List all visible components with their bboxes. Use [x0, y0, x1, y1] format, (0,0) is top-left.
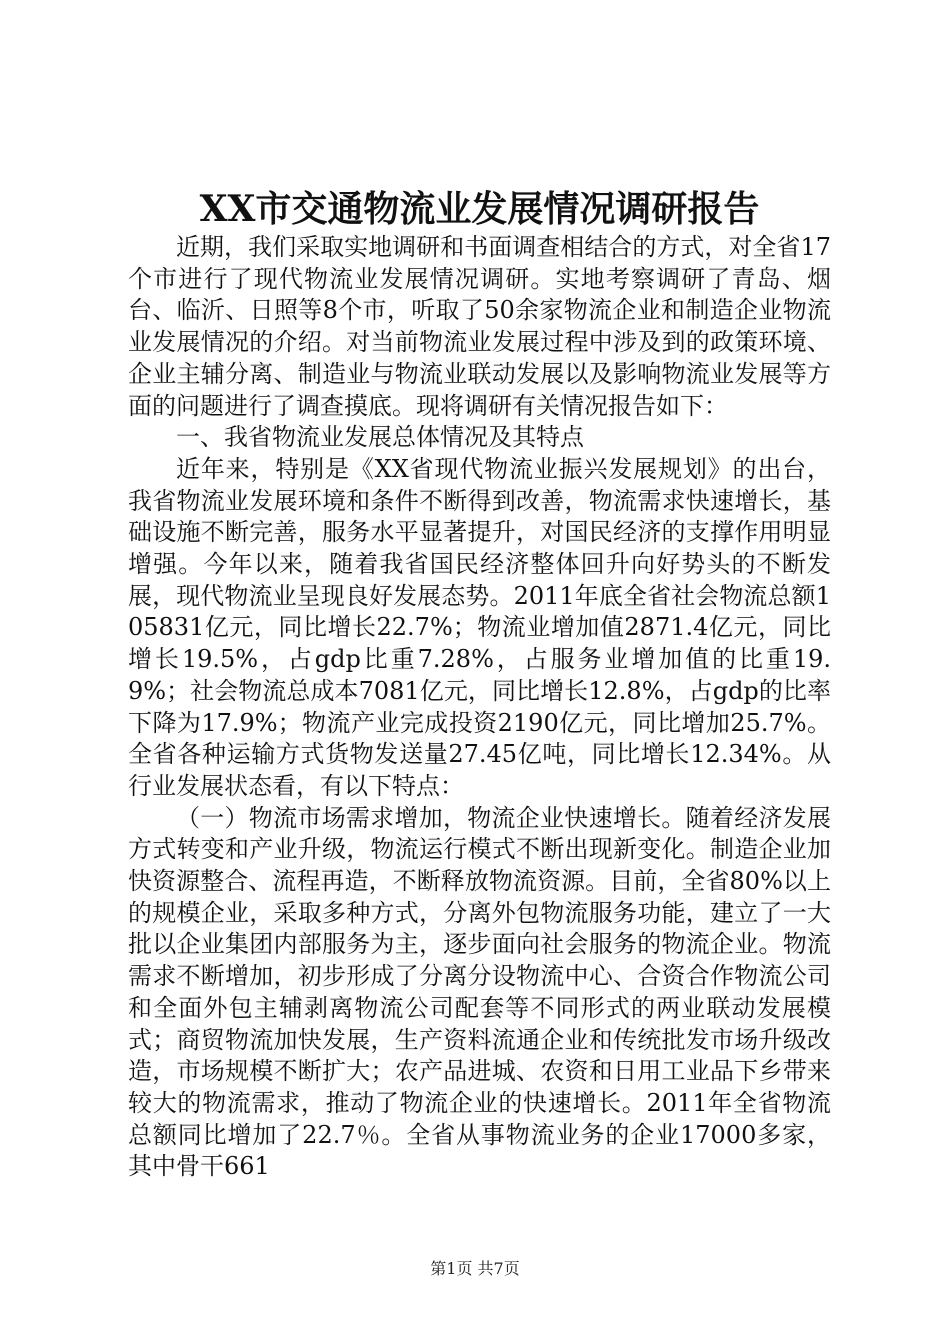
- section-heading-1: 一、我省物流业发展总体情况及其特点: [176, 423, 584, 452]
- document-title: XX市交通物流业发展情况调研报告: [199, 188, 760, 230]
- paragraph-overview: 近年来，特别是《XX省现代物流业振兴发展规划》的出台，我省物流业发展环境和条件不断得到改善，物流需求快速增长，基础设施不断完善，服务水平显著提升，对国民经济的支撑作用明显增强。今年以来，随着我省国民经济整体回升向好势头的不断发展，现代物流业呈现良好发展态势。2011年底全省社会物流总额105831亿元，同比增长22.7%；物流业增加值2871.4亿元，同比增长19.5%，占gdp比重7.28%，占服务业增加值的比重19.9%；社会物流总成本7081亿元，同比增长12.8%，占gdp的比率下降为17.9%；物流产业完成投资2190亿元，同比增加25.7%。全省各种运输方式货物发送量27.45亿吨，同比增长12.34%。从行业发展状态看，有以下特点：: [128, 454, 831, 800]
- page-footer: 第1页 共7页: [430, 1259, 520, 1278]
- document-body: [128, 232, 831, 1183]
- paragraph-intro: 近期，我们采取实地调研和书面调查相结合的方式，对全省17个市进行了现代物流业发展情况调研。实地考察调研了青岛、烟台、临沂、日照等8个市，听取了50余家物流企业和制造企业物流业发展情况的介绍。对当前物流业发展过程中涉及到的政策环境、企业主辅分离、制造业与物流业联动发展以及影响物流业发展等方面的问题进行了调查摸底。现将调研有关情况报告如下：: [128, 233, 831, 420]
- paragraph-point-1: （一）物流市场需求增加，物流企业快速增长。随着经济发展方式转变和产业升级，物流运行模式不断出现新变化。制造企业加快资源整合、流程再造，不断释放物流资源。目前，全省80%以上的规模企业，采取多种方式，分离外包物流服务功能，建立了一大批以企业集团内部服务为主，逐步面向社会服务的物流企业。物流需求不断增加，初步形成了分离分设物流中心、合资合作物流公司和全面外包主辅剥离物流公司配套等不同形式的两业联动发展模式；商贸物流加快发展，生产资料流通企业和传统批发市场升级改造，市场规模不断扩大；农产品进城、农资和日用工业品下乡带来较大的物流需求，推动了物流企业的快速增长。2011年全省物流总额同比增加了22.7％。全省从事物流业务的企业17000多家，其中骨干661: [128, 803, 831, 1181]
